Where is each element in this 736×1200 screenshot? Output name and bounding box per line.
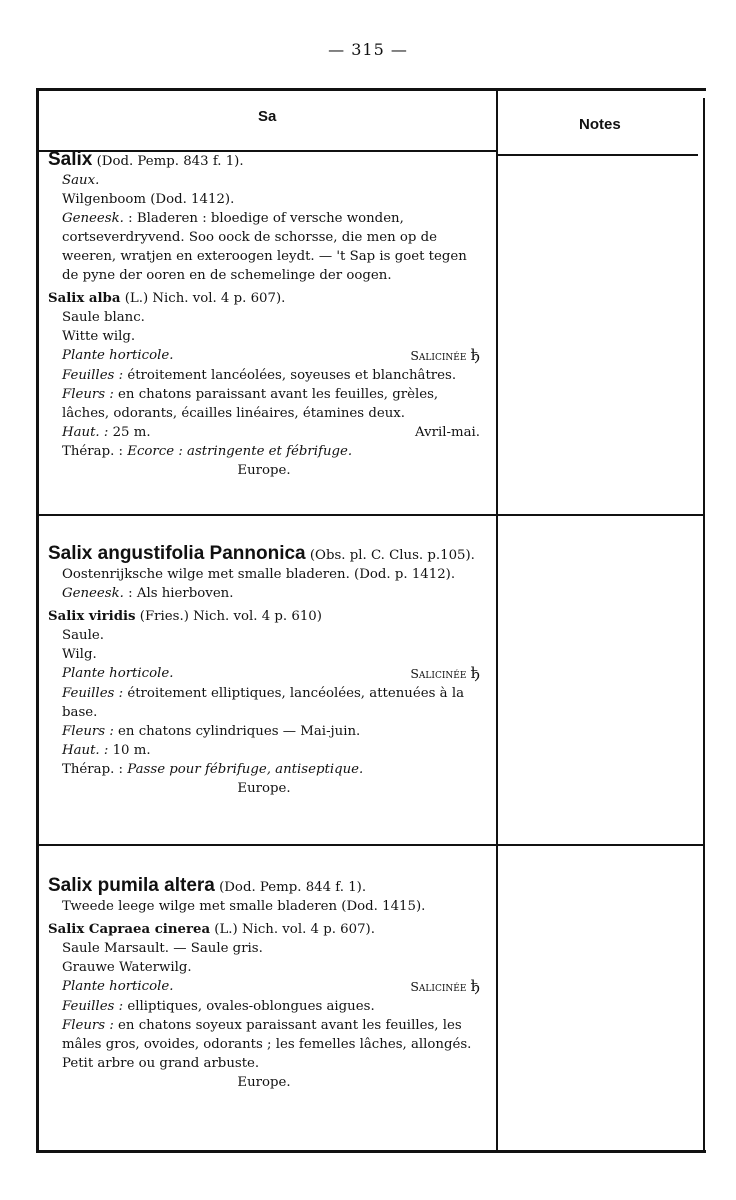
column-divider bbox=[496, 88, 498, 1153]
row-divider-2 bbox=[38, 844, 704, 846]
table-top-rule bbox=[36, 88, 706, 91]
flowers-label: Fleurs : bbox=[62, 724, 114, 739]
entry-salix-pumila bbox=[48, 876, 480, 1092]
species-ref: (L.) Nich. vol. 4 p. 607). bbox=[210, 922, 375, 937]
therapy-label: Thérap. : bbox=[62, 444, 128, 459]
region: Europe. bbox=[237, 463, 291, 478]
french-name: Saule Marsault. — Saule gris. bbox=[62, 941, 263, 956]
leaves-label: Feuilles : bbox=[62, 686, 124, 701]
leaves-label: Feuilles : bbox=[62, 368, 124, 383]
height-value: 10 m. bbox=[108, 743, 151, 758]
entry-title-ref: (Obs. pl. C. Clus. p.105). bbox=[305, 548, 475, 563]
table-left-border bbox=[36, 88, 39, 1153]
plant-type: Plante horticole. bbox=[62, 348, 174, 363]
plant-family: Salicinée bbox=[410, 348, 467, 363]
entry-salix-angustifolia bbox=[48, 544, 480, 798]
height-label: Haut. : bbox=[62, 743, 109, 758]
entry-title-ref: (Dod. Pemp. 843 f. 1). bbox=[92, 154, 244, 169]
flowers-text: en chatons soyeux paraissant avant les feuilles, les mâles gros, ovoides, odorants ; les femelles lâches, allongés. bbox=[62, 1018, 472, 1052]
geneesk-text: : Als hierboven. bbox=[123, 586, 234, 601]
flowers-label: Fleurs : bbox=[62, 387, 114, 402]
leaves-text: étroitement lancéolées, soyeuses et blanchâtres. bbox=[123, 368, 457, 383]
region: Europe. bbox=[237, 781, 291, 796]
flowers-label: Fleurs : bbox=[62, 1018, 114, 1033]
entry-title: Salix angustifolia Pannonica bbox=[48, 543, 306, 564]
row-divider-1 bbox=[38, 514, 704, 516]
tree-symbol-icon: ђ bbox=[470, 664, 480, 682]
column-header-notes: Notes bbox=[579, 116, 621, 133]
entry-title: Salix bbox=[48, 149, 93, 170]
table-bottom-rule bbox=[36, 1150, 706, 1153]
entry-title-ref: (Dod. Pemp. 844 f. 1). bbox=[214, 880, 367, 895]
plant-type: Plante horticole. bbox=[62, 666, 174, 681]
page-number: — 315 — bbox=[328, 40, 408, 59]
french-name: Saule. bbox=[62, 628, 104, 643]
synonym-dutch: Tweede leege wilge met smalle bladeren (Dod. 1415). bbox=[62, 899, 426, 914]
tree-symbol-icon: ђ bbox=[470, 346, 480, 364]
synonym-dutch: Oostenrijksche wilge met smalle bladeren. (Dod. p. 1412). bbox=[62, 567, 456, 582]
plant-type: Plante horticole. bbox=[62, 979, 174, 994]
french-name: Saule blanc. bbox=[62, 310, 145, 325]
header-rule-right bbox=[498, 154, 698, 156]
dutch-name: Grauwe Waterwilg. bbox=[62, 960, 192, 975]
height-label: Haut. : bbox=[62, 425, 109, 440]
leaves-text: étroitement elliptiques, lancéolées, attenuées à la base. bbox=[62, 686, 464, 720]
geneesk-label: Geneesk. bbox=[62, 586, 124, 601]
column-header-sa: Sa bbox=[258, 108, 277, 125]
flowering-season: Avril-mai. bbox=[415, 425, 480, 440]
medicinal-use bbox=[48, 584, 480, 603]
leaves-text: elliptiques, ovales-oblongues aigues. bbox=[123, 999, 375, 1014]
plant-family: Salicinée bbox=[410, 979, 467, 994]
entry-salix bbox=[48, 150, 480, 480]
height-value: 25 m. bbox=[108, 425, 151, 440]
therapy-label: Thérap. : bbox=[62, 762, 128, 777]
therapy-text: Passe pour fébrifuge, antiseptique. bbox=[127, 762, 364, 777]
dutch-name: Wilg. bbox=[62, 647, 97, 662]
flowers-text: en chatons paraissant avant les feuilles, grèles, lâches, odorants, écailles linéaires, étamines deux. bbox=[62, 387, 439, 421]
leaves-label: Feuilles : bbox=[62, 999, 124, 1014]
plant-family: Salicinée bbox=[410, 666, 467, 681]
species-ref: (Fries.) Nich. vol. 4 p. 610) bbox=[135, 609, 322, 624]
species-name: Salix alba bbox=[48, 291, 121, 306]
species-ref: (L.) Nich. vol. 4 p. 607). bbox=[120, 291, 286, 306]
species-name: Salix viridis bbox=[48, 609, 136, 624]
synonym-french: Saux. bbox=[62, 173, 100, 188]
size-note: Petit arbre ou grand arbuste. bbox=[62, 1056, 260, 1071]
synonym-dutch: Wilgenboom (Dod. 1412). bbox=[62, 192, 235, 207]
dutch-name: Witte wilg. bbox=[62, 329, 136, 344]
geneesk-label: Geneesk. bbox=[62, 211, 124, 226]
flowers-text: en chatons cylindriques — Mai-juin. bbox=[113, 724, 361, 739]
entry-title: Salix pumila altera bbox=[48, 875, 215, 896]
tree-symbol-icon: ђ bbox=[470, 977, 480, 995]
table-right-border bbox=[703, 98, 705, 1153]
geneesk-text: : Bladeren : bloedige of versche wonden, cortseverdryvend. Soo oock de schorsse, die men op de weeren, wratjen en exteroogen leydt. — 't Sap is goet tegen de pyne der ooren en de schemelinge der oogen. bbox=[62, 211, 467, 283]
region: Europe. bbox=[237, 1075, 291, 1090]
species-name: Salix Capraea cinerea bbox=[48, 922, 211, 937]
therapy-text: Ecorce : astringente et fébrifuge. bbox=[127, 444, 353, 459]
medicinal-use bbox=[48, 209, 480, 285]
